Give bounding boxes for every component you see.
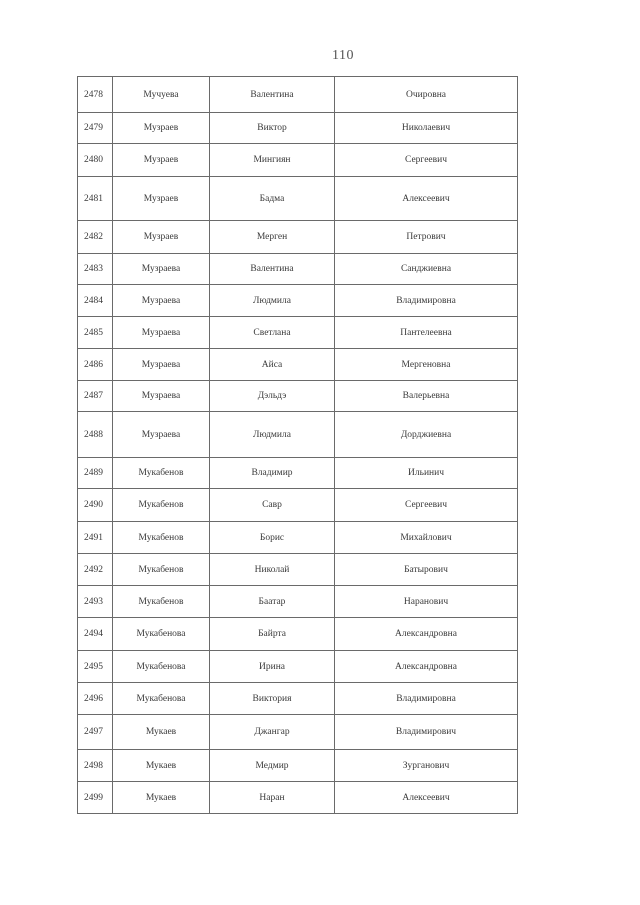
- row-number-cell: 2498: [78, 750, 113, 782]
- row-number-cell: 2478: [78, 77, 113, 113]
- roster-table-body: [78, 77, 518, 814]
- first-name-cell: Николай: [210, 554, 335, 586]
- last-name-cell: Мукабенов: [113, 458, 210, 489]
- first-name-cell: Джангар: [210, 715, 335, 750]
- last-name-cell: Мукабенова: [113, 651, 210, 683]
- row-number-cell: 2484: [78, 285, 113, 317]
- patronymic-cell: Александровна: [335, 618, 518, 651]
- row-number-cell: 2482: [78, 221, 113, 254]
- row-number-cell: 2489: [78, 458, 113, 489]
- row-number-cell: 2483: [78, 254, 113, 285]
- table-row: [78, 586, 518, 618]
- table-row: [78, 317, 518, 349]
- patronymic-cell: Алексеевич: [335, 177, 518, 221]
- row-number-cell: 2492: [78, 554, 113, 586]
- last-name-cell: Музраев: [113, 113, 210, 144]
- patronymic-cell: Сергеевич: [335, 144, 518, 177]
- row-number-cell: 2485: [78, 317, 113, 349]
- first-name-cell: Ирина: [210, 651, 335, 683]
- table-row: [78, 254, 518, 285]
- patronymic-cell: Дорджиевна: [335, 412, 518, 458]
- first-name-cell: Владимир: [210, 458, 335, 489]
- last-name-cell: Мукабенова: [113, 618, 210, 651]
- table-row: [78, 412, 518, 458]
- table-row: [78, 458, 518, 489]
- table-row: [78, 113, 518, 144]
- last-name-cell: Мукаев: [113, 715, 210, 750]
- patronymic-cell: Михайлович: [335, 522, 518, 554]
- first-name-cell: Баатар: [210, 586, 335, 618]
- last-name-cell: Мукабенов: [113, 522, 210, 554]
- first-name-cell: Мерген: [210, 221, 335, 254]
- row-number-cell: 2481: [78, 177, 113, 221]
- table-row: [78, 144, 518, 177]
- first-name-cell: Дэльдэ: [210, 381, 335, 412]
- table-row: [78, 715, 518, 750]
- first-name-cell: Мингиян: [210, 144, 335, 177]
- first-name-cell: Людмила: [210, 412, 335, 458]
- patronymic-cell: Владимировна: [335, 683, 518, 715]
- patronymic-cell: Очировна: [335, 77, 518, 113]
- patronymic-cell: Николаевич: [335, 113, 518, 144]
- last-name-cell: Мукабенов: [113, 554, 210, 586]
- patronymic-cell: Санджиевна: [335, 254, 518, 285]
- table-row: [78, 683, 518, 715]
- row-number-cell: 2486: [78, 349, 113, 381]
- row-number-cell: 2480: [78, 144, 113, 177]
- patronymic-cell: Сергеевич: [335, 489, 518, 522]
- first-name-cell: Байрта: [210, 618, 335, 651]
- first-name-cell: Бадма: [210, 177, 335, 221]
- table-row: [78, 750, 518, 782]
- last-name-cell: Музраева: [113, 285, 210, 317]
- last-name-cell: Мукабенов: [113, 586, 210, 618]
- last-name-cell: Музраев: [113, 177, 210, 221]
- first-name-cell: Светлана: [210, 317, 335, 349]
- first-name-cell: Валентина: [210, 77, 335, 113]
- table-row: [78, 782, 518, 814]
- roster-table: [77, 76, 518, 814]
- patronymic-cell: Пантелеевна: [335, 317, 518, 349]
- patronymic-cell: Алексеевич: [335, 782, 518, 814]
- table-row: [78, 651, 518, 683]
- row-number-cell: 2490: [78, 489, 113, 522]
- page-number: 110: [332, 48, 354, 63]
- table-row: [78, 489, 518, 522]
- patronymic-cell: Владимировна: [335, 285, 518, 317]
- first-name-cell: Виктория: [210, 683, 335, 715]
- row-number-cell: 2487: [78, 381, 113, 412]
- patronymic-cell: Ильинич: [335, 458, 518, 489]
- last-name-cell: Музраев: [113, 221, 210, 254]
- last-name-cell: Музраева: [113, 381, 210, 412]
- first-name-cell: Наран: [210, 782, 335, 814]
- first-name-cell: Медмир: [210, 750, 335, 782]
- first-name-cell: Людмила: [210, 285, 335, 317]
- first-name-cell: Борис: [210, 522, 335, 554]
- patronymic-cell: Александровна: [335, 651, 518, 683]
- last-name-cell: Мукабенов: [113, 489, 210, 522]
- last-name-cell: Музраева: [113, 412, 210, 458]
- table-row: [78, 349, 518, 381]
- first-name-cell: Савр: [210, 489, 335, 522]
- first-name-cell: Айса: [210, 349, 335, 381]
- table-row: [78, 77, 518, 113]
- row-number-cell: 2493: [78, 586, 113, 618]
- patronymic-cell: Петрович: [335, 221, 518, 254]
- last-name-cell: Музраева: [113, 349, 210, 381]
- last-name-cell: Мукабенова: [113, 683, 210, 715]
- table-row: [78, 221, 518, 254]
- patronymic-cell: Валерьевна: [335, 381, 518, 412]
- table-row: [78, 554, 518, 586]
- row-number-cell: 2495: [78, 651, 113, 683]
- table-row: [78, 285, 518, 317]
- first-name-cell: Валентина: [210, 254, 335, 285]
- table-row: [78, 618, 518, 651]
- row-number-cell: 2491: [78, 522, 113, 554]
- row-number-cell: 2499: [78, 782, 113, 814]
- patronymic-cell: Зурганович: [335, 750, 518, 782]
- last-name-cell: Мучуева: [113, 77, 210, 113]
- row-number-cell: 2496: [78, 683, 113, 715]
- row-number-cell: 2494: [78, 618, 113, 651]
- patronymic-cell: Батырович: [335, 554, 518, 586]
- last-name-cell: Музраев: [113, 144, 210, 177]
- row-number-cell: 2479: [78, 113, 113, 144]
- patronymic-cell: Наранович: [335, 586, 518, 618]
- table-row: [78, 522, 518, 554]
- row-number-cell: 2497: [78, 715, 113, 750]
- last-name-cell: Музраева: [113, 317, 210, 349]
- last-name-cell: Мукаев: [113, 782, 210, 814]
- row-number-cell: 2488: [78, 412, 113, 458]
- patronymic-cell: Владимирович: [335, 715, 518, 750]
- table-row: [78, 177, 518, 221]
- patronymic-cell: Мергеновна: [335, 349, 518, 381]
- table-row: [78, 381, 518, 412]
- last-name-cell: Музраева: [113, 254, 210, 285]
- last-name-cell: Мукаев: [113, 750, 210, 782]
- first-name-cell: Виктор: [210, 113, 335, 144]
